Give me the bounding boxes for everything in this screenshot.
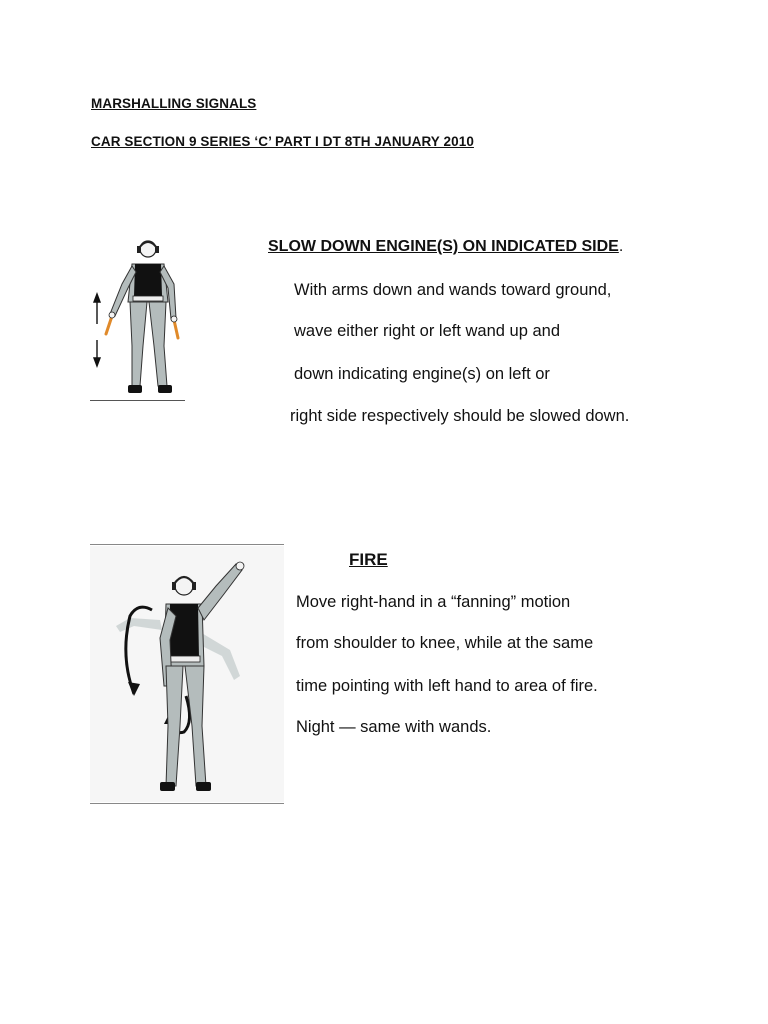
- figure-2-top-line: [90, 544, 284, 545]
- signal-2-line-4: Night — same with wands.: [296, 718, 492, 736]
- signal-1-title: SLOW DOWN ENGINE(S) ON INDICATED SIDE: [268, 238, 619, 255]
- signal-2-line-2: from shoulder to knee, while at the same: [296, 634, 594, 652]
- figure-1-ground-line: [90, 400, 185, 401]
- document-reference: CAR SECTION 9 SERIES ‘C’ PART I DT 8TH JANUARY 2010: [91, 134, 474, 149]
- signal-1-line-3: down indicating engine(s) on left or: [294, 365, 550, 383]
- signal-2-line-1: Move right-hand in a “fanning” motion: [296, 593, 571, 611]
- signal-2-title: FIRE: [349, 550, 388, 569]
- signal-1-line-1: With arms down and wands toward ground,: [294, 281, 612, 299]
- marshaller-wands-down-figure-icon: [88, 236, 188, 404]
- figure-2-bottom-line: [90, 803, 284, 804]
- signal-2-line-3: time pointing with left hand to area of fire.: [296, 677, 598, 695]
- document-heading: MARSHALLING SIGNALS: [91, 96, 257, 111]
- signal-1-title-suffix: .: [618, 238, 624, 255]
- signal-1-line-2: wave either right or left wand up and: [294, 322, 560, 340]
- signal-1-title-row: [268, 238, 623, 256]
- marshaller-fire-figure-icon: [90, 546, 284, 802]
- signal-1-line-4: right side respectively should be slowed down.: [290, 407, 630, 425]
